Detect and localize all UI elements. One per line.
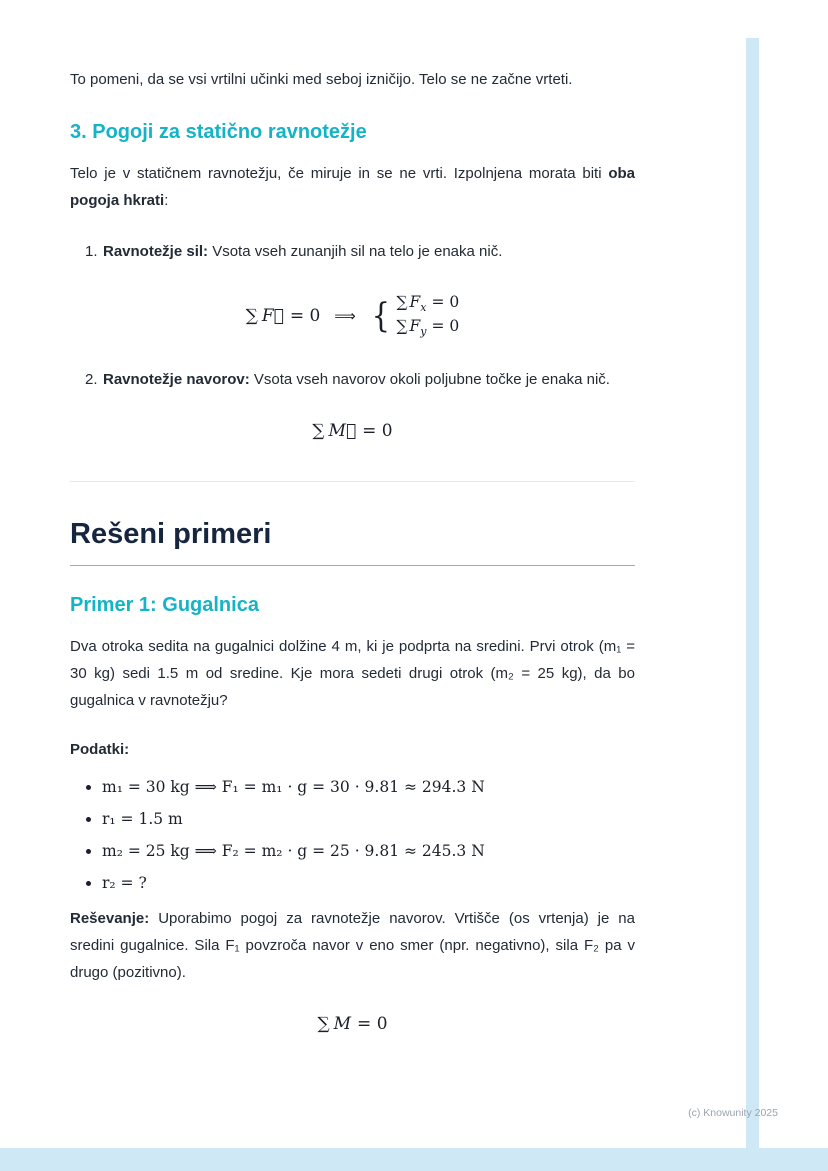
solved-examples-heading: Rešeni primeri xyxy=(70,518,635,566)
case-y-equals-zero: = 0 xyxy=(431,317,460,336)
bullet-item-r2: • r₂ = ? xyxy=(102,873,635,894)
case-x-subscript: x xyxy=(420,301,427,315)
ordered-item-2-bold: Ravnotežje navorov: xyxy=(103,371,250,389)
force-equals-zero: = 0 xyxy=(289,305,321,326)
moment-sum-simple-formula xyxy=(70,1014,635,1034)
ordered-item-1-number: 1. xyxy=(85,243,98,260)
case-line-x xyxy=(396,293,459,314)
case-x-sum: ∑ xyxy=(396,293,408,311)
ordered-item-2-number: 2. xyxy=(85,371,98,389)
ordered-item-2 xyxy=(70,366,635,393)
resevanje-paragraph xyxy=(70,905,635,986)
force-sum-symbol: ∑ xyxy=(245,305,258,326)
case-y-subscript: y xyxy=(420,325,427,339)
copyright-notice: (c) Knowunity 2025 xyxy=(688,1107,778,1119)
right-accent-bar xyxy=(746,38,759,1171)
bullet-item-r1: • r₁ = 1.5 m xyxy=(102,809,635,830)
cases-brace: { xyxy=(371,295,390,336)
moment-equals-zero: = 0 xyxy=(362,421,393,442)
intro-paragraph: To pomeni, da se vsi vrtilni učinki med seboj izničijo. Telo se ne začne vrteti. xyxy=(70,71,573,88)
section-3-paragraph-text: Telo je v statičnem ravnotežju, če miruje in se ne vrti. Izpolnjena morata biti xyxy=(70,165,609,182)
force-equilibrium-formula xyxy=(70,293,635,338)
section-3-paragraph-bold: oba pogoja hkrati xyxy=(70,165,635,209)
moment-equilibrium-formula xyxy=(70,421,635,441)
moment-simple-equals-zero: = 0 xyxy=(357,1014,388,1035)
bullet-item-m2: • m₂ = 25 kg ⟹ F₂ = m₂ · g = 25 · 9.81 ≈ 245.3 N xyxy=(102,841,635,862)
case-line-y xyxy=(396,317,459,338)
example-1-heading: Primer 1: Gugalnica xyxy=(70,594,259,617)
example-1-paragraph: Dva otroka sedita na gugalnici dolžine 4 m, ki je podprta na sredini. Prvi otrok (m₁ = 30 kg) sedi 1.5 m od sredine. Kje mora sedeti drugi otrok (m₂ = 25 kg), da bo gugalnica v ravnotežju? xyxy=(70,638,635,710)
ordered-item-1-bold: Ravnotežje sil: xyxy=(103,243,209,260)
ordered-item-1 xyxy=(70,238,635,265)
force-vector-variable: F⃗ xyxy=(261,305,284,326)
podatki-label: Podatki: xyxy=(70,741,130,759)
ordered-item-2-rest: Vsota vseh navorov okoli poljubne točke je enaka nič. xyxy=(249,371,610,389)
implies-arrow: ⟹ xyxy=(334,306,356,325)
moment-sum-symbol: ∑ xyxy=(312,421,325,442)
case-x-variable: F xyxy=(409,293,421,311)
ordered-item-2-text xyxy=(103,366,635,393)
case-y-sum: ∑ xyxy=(396,317,408,336)
ordered-item-1-text xyxy=(103,238,635,265)
section-3-heading: 3. Pogoji za statično ravnotežje xyxy=(70,121,367,143)
case-y-variable: F xyxy=(409,317,421,336)
case-x-equals-zero: = 0 xyxy=(431,293,460,311)
document-content xyxy=(70,0,635,1062)
data-bullet-list xyxy=(70,777,635,894)
resevanje-label: Reševanje: xyxy=(70,910,150,928)
cases-lines xyxy=(396,293,459,338)
section-3-paragraph xyxy=(70,160,635,214)
section-3-paragraph-tail: : xyxy=(164,192,169,209)
moment-simple-sum-symbol: ∑ xyxy=(317,1014,330,1035)
section-divider xyxy=(70,481,635,482)
bullet-item-m1: • m₁ = 30 kg ⟹ F₁ = m₁ · g = 30 · 9.81 ≈ 294.3 N xyxy=(102,777,635,798)
resevanje-text: Uporabimo pogoj za ravnotežje navorov. Vrtišče (os vrtenja) je na sredini gugalnice. Sila F₁ povzroča navor v eno smer (npr. negativno), sila F₂ pa v drugo (pozitivno). xyxy=(70,910,635,982)
moment-simple-variable: M xyxy=(333,1014,352,1035)
bottom-accent-bar xyxy=(0,1148,828,1171)
ordered-item-1-rest: Vsota vseh zunanjih sil na telo je enaka nič. xyxy=(208,243,503,260)
moment-vector-variable: M⃗ xyxy=(328,421,357,442)
